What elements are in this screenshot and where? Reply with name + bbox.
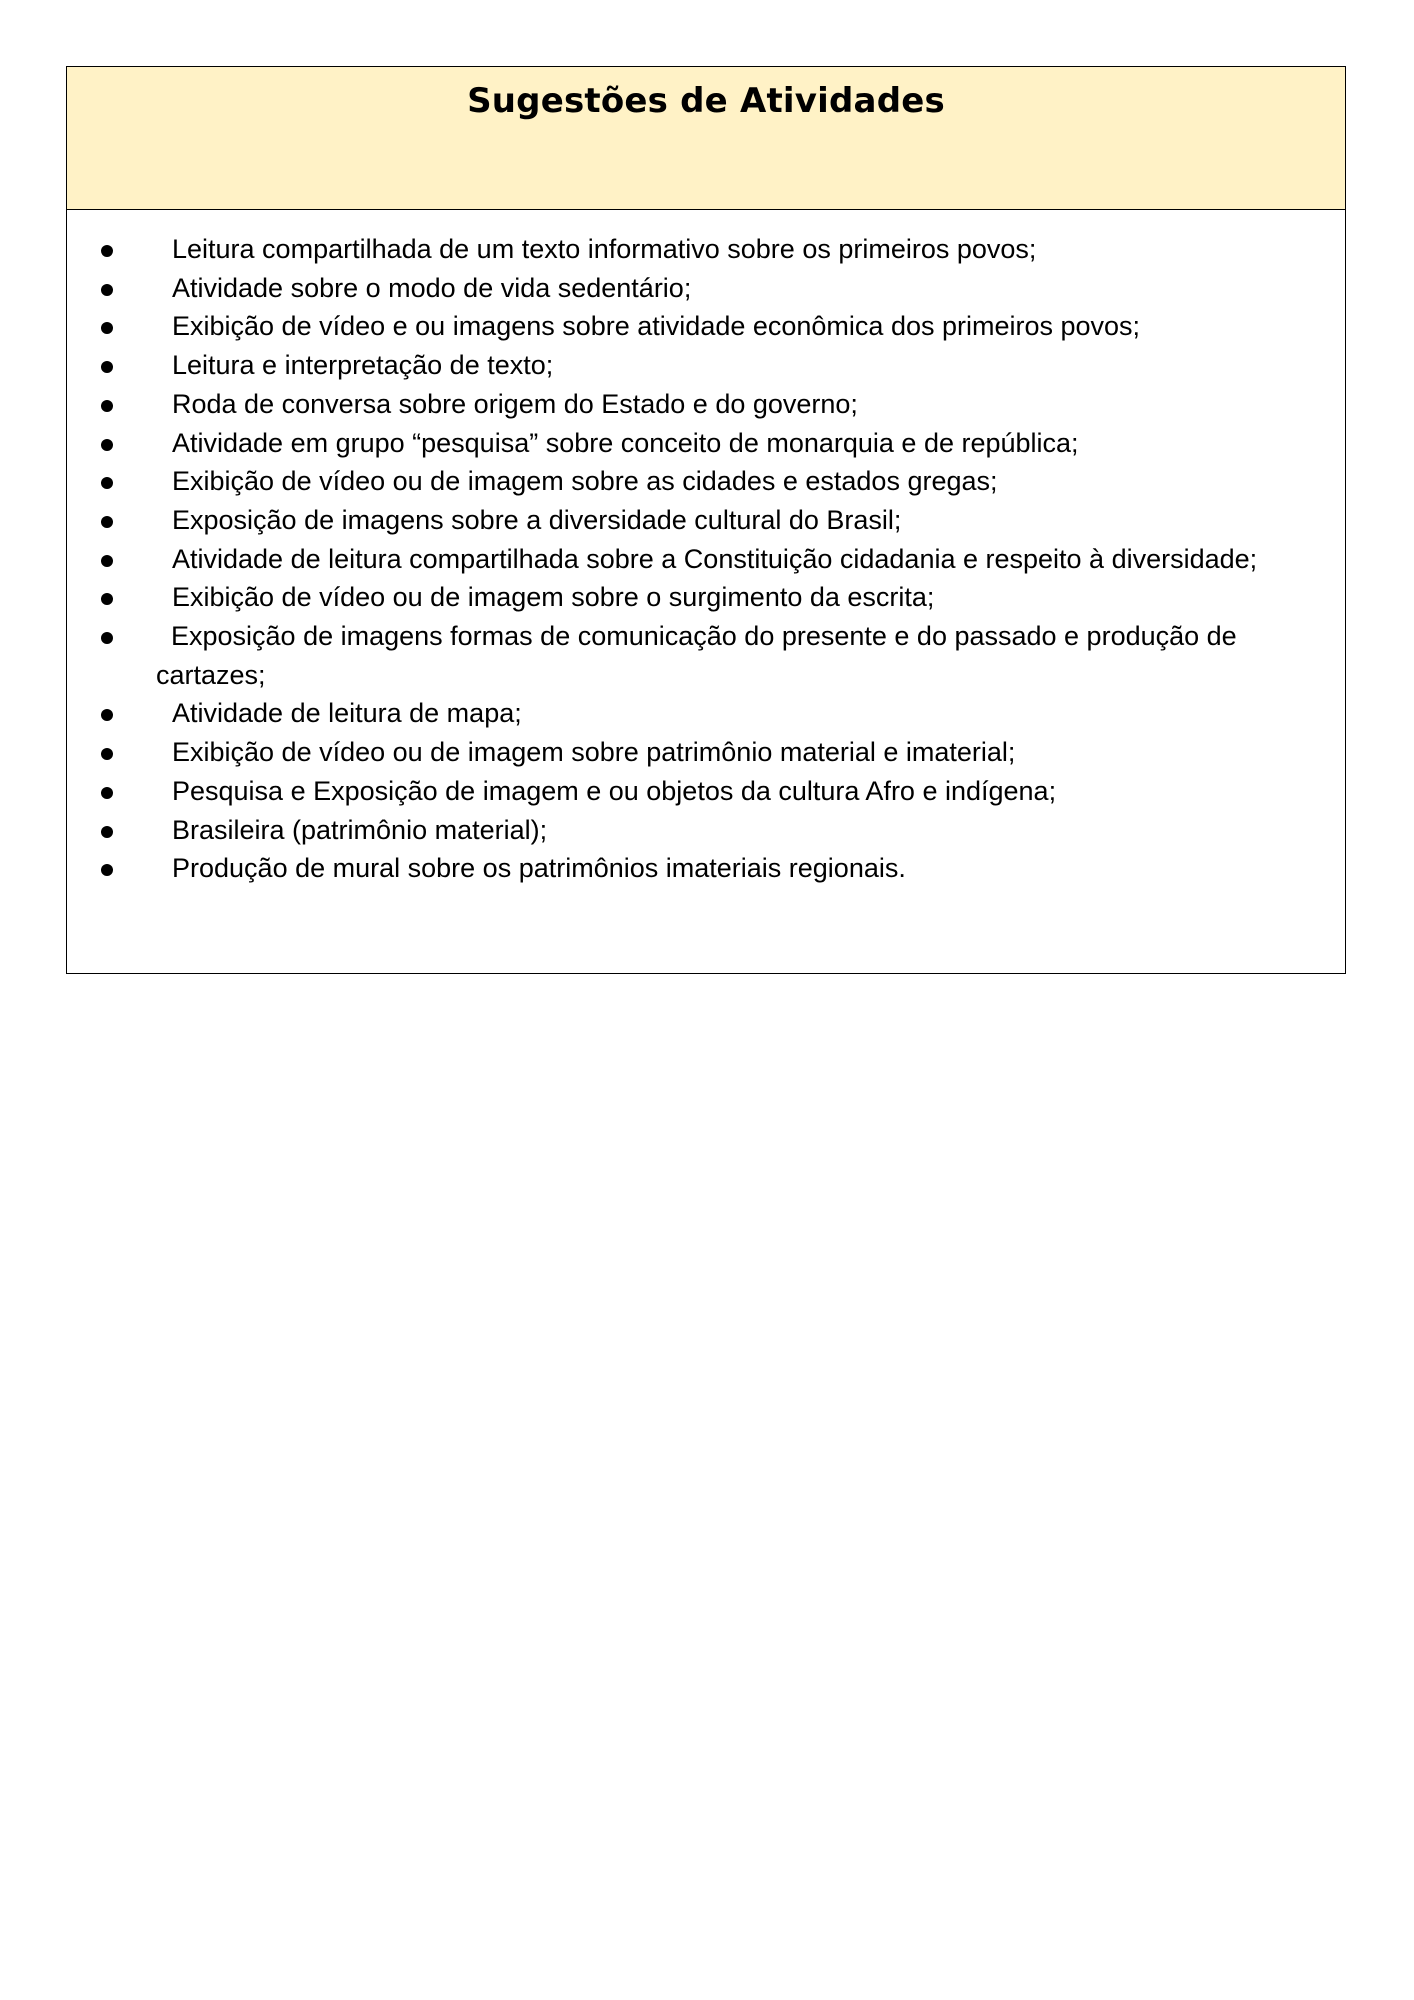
list-item-text: Exposição de imagens formas de comunicação do presente e do passado e produção de cartazes;: [156, 621, 1237, 690]
list-item: [91, 230, 1321, 269]
list-item: [91, 733, 1321, 772]
bullet-icon: [101, 400, 113, 412]
list-item-text: Brasileira (patrimônio material);: [172, 814, 548, 845]
list-item: [91, 578, 1321, 617]
list-item-text: Pesquisa e Exposição de imagem e ou objetos da cultura Afro e indígena;: [172, 775, 1057, 806]
list-item-text: Exibição de vídeo ou de imagem sobre patrimônio material e imaterial;: [172, 737, 1016, 768]
list-item-text: Atividade de leitura de mapa;: [172, 698, 522, 729]
bullet-icon: [101, 787, 113, 799]
list-item-text: Produção de mural sobre os patrimônios imateriais regionais.: [172, 853, 906, 884]
list-item: [91, 424, 1321, 463]
list-item-text: Exibição de vídeo ou de imagem sobre as cidades e estados gregas;: [172, 466, 998, 497]
list-item: [91, 501, 1321, 540]
list-item-text: Atividade de leitura compartilhada sobre a Constituição cidadania e respeito à diversidade;: [172, 543, 1258, 574]
table-header: [67, 67, 1345, 210]
bullet-icon: [101, 632, 113, 644]
list-item-text: Roda de conversa sobre origem do Estado e do governo;: [172, 388, 858, 419]
list-item-text: Exibição de vídeo e ou imagens sobre atividade econômica dos primeiros povos;: [172, 311, 1141, 342]
bullet-icon: [101, 322, 113, 334]
list-item: [91, 617, 1321, 694]
list-item: [91, 269, 1321, 308]
list-item: [91, 694, 1321, 733]
bullet-icon: [101, 516, 113, 528]
bullet-icon: [101, 555, 113, 567]
list-item-text: Atividade em grupo “pesquisa” sobre conceito de monarquia e de república;: [172, 427, 1079, 458]
list-item: [91, 307, 1321, 346]
bullet-icon: [101, 284, 113, 296]
list-item: [91, 849, 1321, 888]
bullet-icon: [101, 709, 113, 721]
bullet-icon: [101, 245, 113, 257]
list-item-text: Exposição de imagens sobre a diversidade cultural do Brasil;: [172, 504, 902, 535]
activities-table: [66, 66, 1346, 974]
bullet-icon: [101, 748, 113, 760]
activity-list: [91, 230, 1321, 888]
bullet-icon: [101, 864, 113, 876]
list-item: [91, 811, 1321, 850]
list-item: [91, 346, 1321, 385]
list-item: [91, 540, 1321, 579]
list-item: [91, 462, 1321, 501]
bullet-icon: [101, 439, 113, 451]
bullet-icon: [101, 593, 113, 605]
bullet-icon: [101, 826, 113, 838]
list-item: [91, 385, 1321, 424]
list-item-text: Leitura e interpretação de texto;: [172, 350, 554, 381]
list-item-text: Leitura compartilhada de um texto informativo sobre os primeiros povos;: [172, 234, 1037, 264]
bullet-icon: [101, 361, 113, 373]
list-item-text: Exibição de vídeo ou de imagem sobre o surgimento da escrita;: [172, 582, 935, 613]
list-item-text: Atividade sobre o modo de vida sedentário;: [172, 272, 692, 303]
bullet-icon: [101, 477, 113, 489]
list-item: [91, 772, 1321, 811]
table-title: Sugestões de Atividades: [467, 81, 945, 121]
table-body: [67, 210, 1345, 888]
